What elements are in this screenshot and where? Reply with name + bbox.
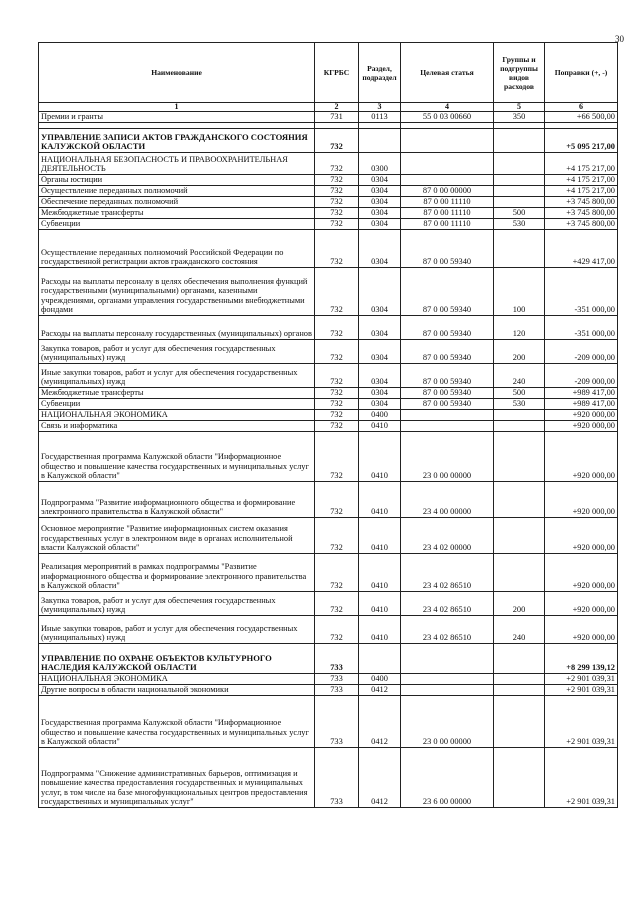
row-target — [401, 421, 494, 432]
row-section: 0400 — [359, 410, 401, 421]
row-section: 0304 — [359, 388, 401, 399]
row-target: 87 0 00 59340 — [401, 364, 494, 388]
row-group — [494, 674, 545, 685]
table-row — [39, 129, 618, 153]
row-section: 0304 — [359, 186, 401, 197]
header-kgrbs: КГРБС — [315, 43, 359, 103]
row-target: 87 0 00 59340 — [401, 316, 494, 340]
row-name: Другие вопросы в области национальной экономики — [39, 685, 315, 696]
row-amendment: +4 175 217,00 — [545, 153, 618, 175]
row-target: 23 6 00 00000 — [401, 748, 494, 808]
table-row — [39, 197, 618, 208]
row-target — [401, 644, 494, 674]
col-number: 4 — [401, 103, 494, 112]
row-amendment: +920 000,00 — [545, 410, 618, 421]
row-section: 0410 — [359, 592, 401, 616]
row-amendment: +3 745 800,00 — [545, 219, 618, 230]
table-row — [39, 340, 618, 364]
row-kgrbs: 732 — [315, 554, 359, 592]
row-kgrbs: 732 — [315, 421, 359, 432]
table-row — [39, 518, 618, 554]
row-kgrbs: 732 — [315, 482, 359, 518]
row-group: 350 — [494, 112, 545, 123]
row-name: Расходы на выплаты персоналу в целях обеспечения выполнения функций государственными (муниципальными) органами, казенными учреждениями, органами управления государственными внебюджетными фондами — [39, 268, 315, 316]
row-amendment: +66 500,00 — [545, 112, 618, 123]
row-amendment: -209 000,00 — [545, 340, 618, 364]
table-row — [39, 186, 618, 197]
row-section: 0304 — [359, 316, 401, 340]
table-row — [39, 153, 618, 175]
row-group: 100 — [494, 268, 545, 316]
row-group: 120 — [494, 316, 545, 340]
row-group — [494, 696, 545, 748]
budget-amendments-table — [38, 42, 618, 808]
row-amendment: +920 000,00 — [545, 592, 618, 616]
row-target — [401, 410, 494, 421]
row-kgrbs: 732 — [315, 208, 359, 219]
row-name: УПРАВЛЕНИЕ ПО ОХРАНЕ ОБЪЕКТОВ КУЛЬТУРНОГО НАСЛЕДИЯ КАЛУЖСКОЙ ОБЛАСТИ — [39, 644, 315, 674]
row-section: 0300 — [359, 153, 401, 175]
row-section: 0410 — [359, 421, 401, 432]
row-name: Осуществление переданных полномочий — [39, 186, 315, 197]
row-name: НАЦИОНАЛЬНАЯ ЭКОНОМИКА — [39, 410, 315, 421]
row-section: 0304 — [359, 340, 401, 364]
row-target: 23 0 00 00000 — [401, 432, 494, 482]
row-name: Иные закупки товаров, работ и услуг для обеспечения государственных (муниципальных) нужд — [39, 364, 315, 388]
row-name: Межбюджетные трансферты — [39, 388, 315, 399]
table-row — [39, 219, 618, 230]
row-section: 0113 — [359, 112, 401, 123]
table-row — [39, 421, 618, 432]
row-kgrbs: 732 — [315, 616, 359, 644]
row-amendment: +2 901 039,31 — [545, 685, 618, 696]
row-target: 87 0 00 59340 — [401, 230, 494, 268]
header-section: Раздел, подраздел — [359, 43, 401, 103]
row-group: 500 — [494, 388, 545, 399]
row-group — [494, 129, 545, 153]
table-row — [39, 399, 618, 410]
table-row — [39, 696, 618, 748]
row-section: 0412 — [359, 685, 401, 696]
row-target: 87 0 00 59340 — [401, 340, 494, 364]
row-group — [494, 748, 545, 808]
row-group — [494, 186, 545, 197]
row-kgrbs: 732 — [315, 129, 359, 153]
row-group — [494, 644, 545, 674]
row-name: Закупка товаров, работ и услуг для обеспечения государственных (муниципальных) нужд — [39, 340, 315, 364]
row-section — [359, 129, 401, 153]
row-group — [494, 554, 545, 592]
row-group — [494, 230, 545, 268]
row-kgrbs: 732 — [315, 432, 359, 482]
table-row — [39, 432, 618, 482]
table-body — [39, 112, 618, 808]
row-amendment: -209 000,00 — [545, 364, 618, 388]
table-row — [39, 685, 618, 696]
row-name: Премии и гранты — [39, 112, 315, 123]
row-kgrbs: 732 — [315, 592, 359, 616]
row-name: Подпрограмма "Развитие информационного общества и формирование электронного правительства в Калужской области" — [39, 482, 315, 518]
row-group: 530 — [494, 399, 545, 410]
row-group — [494, 153, 545, 175]
table-row — [39, 175, 618, 186]
row-amendment: +4 175 217,00 — [545, 186, 618, 197]
row-group — [494, 518, 545, 554]
table-row — [39, 316, 618, 340]
row-target: 23 4 00 00000 — [401, 482, 494, 518]
col-number: 3 — [359, 103, 401, 112]
row-section: 0304 — [359, 208, 401, 219]
row-section: 0412 — [359, 748, 401, 808]
row-group: 200 — [494, 592, 545, 616]
row-section: 0410 — [359, 554, 401, 592]
row-name: Государственная программа Калужской области "Информационное общество и повышение качества государственных и муниципальных услуг в Калужской области" — [39, 432, 315, 482]
row-amendment: +8 299 139,12 — [545, 644, 618, 674]
row-target — [401, 685, 494, 696]
row-target: 23 4 02 00000 — [401, 518, 494, 554]
row-section: 0410 — [359, 432, 401, 482]
row-group — [494, 432, 545, 482]
row-target: 87 0 00 59340 — [401, 268, 494, 316]
row-amendment: +989 417,00 — [545, 399, 618, 410]
table-row — [39, 482, 618, 518]
row-kgrbs: 732 — [315, 399, 359, 410]
row-name: Обеспечение переданных полномочий — [39, 197, 315, 208]
row-amendment: +920 000,00 — [545, 616, 618, 644]
row-group — [494, 685, 545, 696]
col-number: 1 — [39, 103, 315, 112]
table-row — [39, 644, 618, 674]
row-group — [494, 421, 545, 432]
row-amendment: +920 000,00 — [545, 482, 618, 518]
row-section: 0304 — [359, 197, 401, 208]
table-row — [39, 208, 618, 219]
row-group: 200 — [494, 340, 545, 364]
row-name: НАЦИОНАЛЬНАЯ ЭКОНОМИКА — [39, 674, 315, 685]
row-amendment: +3 745 800,00 — [545, 197, 618, 208]
col-number: 2 — [315, 103, 359, 112]
table-row — [39, 554, 618, 592]
row-amendment: +4 175 217,00 — [545, 175, 618, 186]
row-kgrbs: 732 — [315, 175, 359, 186]
row-kgrbs: 732 — [315, 410, 359, 421]
row-amendment: +5 095 217,00 — [545, 129, 618, 153]
row-amendment: +920 000,00 — [545, 518, 618, 554]
row-kgrbs: 732 — [315, 268, 359, 316]
row-target — [401, 175, 494, 186]
row-group — [494, 410, 545, 421]
row-amendment: +3 745 800,00 — [545, 208, 618, 219]
header-name: Наименование — [39, 43, 315, 103]
row-kgrbs: 732 — [315, 340, 359, 364]
header-amend: Поправки (+, -) — [545, 43, 618, 103]
row-group — [494, 197, 545, 208]
col-number: 6 — [545, 103, 618, 112]
table-row — [39, 410, 618, 421]
row-target — [401, 674, 494, 685]
table-row — [39, 592, 618, 616]
column-numbers-row — [39, 103, 618, 112]
row-name: Межбюджетные трансферты — [39, 208, 315, 219]
row-section: 0412 — [359, 696, 401, 748]
header-group: Группы и подгруппы видов расходов — [494, 43, 545, 103]
row-kgrbs: 732 — [315, 186, 359, 197]
row-amendment: +2 901 039,31 — [545, 748, 618, 808]
header-row — [39, 43, 618, 103]
row-kgrbs: 733 — [315, 748, 359, 808]
row-group: 240 — [494, 364, 545, 388]
row-name: НАЦИОНАЛЬНАЯ БЕЗОПАСНОСТЬ И ПРАВООХРАНИТЕЛЬНАЯ ДЕЯТЕЛЬНОСТЬ — [39, 153, 315, 175]
row-target: 23 0 00 00000 — [401, 696, 494, 748]
row-kgrbs: 732 — [315, 388, 359, 399]
row-amendment: +2 901 039,31 — [545, 674, 618, 685]
row-kgrbs: 732 — [315, 197, 359, 208]
row-amendment: +2 901 039,31 — [545, 696, 618, 748]
row-target: 23 4 02 86510 — [401, 616, 494, 644]
row-name: Основное мероприятие "Развитие информационных систем оказания государственных услуг в электронном виде в органах исполнительной власти Калужской области" — [39, 518, 315, 554]
row-target: 87 0 00 11110 — [401, 208, 494, 219]
row-amendment: -351 000,00 — [545, 268, 618, 316]
row-group — [494, 482, 545, 518]
row-amendment: -351 000,00 — [545, 316, 618, 340]
table-row — [39, 388, 618, 399]
row-target: 87 0 00 00000 — [401, 186, 494, 197]
col-number: 5 — [494, 103, 545, 112]
row-section: 0400 — [359, 674, 401, 685]
page-number: 30 — [615, 34, 624, 44]
row-target — [401, 153, 494, 175]
row-section: 0410 — [359, 616, 401, 644]
row-name: Связь и информатика — [39, 421, 315, 432]
row-section: 0304 — [359, 268, 401, 316]
row-name: Субвенции — [39, 219, 315, 230]
table-row — [39, 364, 618, 388]
row-name: Органы юстиции — [39, 175, 315, 186]
row-group: 500 — [494, 208, 545, 219]
row-kgrbs: 732 — [315, 153, 359, 175]
row-name: Расходы на выплаты персоналу государственных (муниципальных) органов — [39, 316, 315, 340]
row-target: 23 4 02 86510 — [401, 554, 494, 592]
row-section: 0304 — [359, 364, 401, 388]
row-kgrbs: 732 — [315, 230, 359, 268]
row-kgrbs: 733 — [315, 685, 359, 696]
table-row — [39, 748, 618, 808]
row-name: Государственная программа Калужской области "Информационное общество и повышение качества государственных и муниципальных услуг в Калужской области" — [39, 696, 315, 748]
row-section: 0410 — [359, 482, 401, 518]
table-row — [39, 230, 618, 268]
row-name: Осуществление переданных полномочий Российской Федерации по государственной регистрации актов гражданского состояния — [39, 230, 315, 268]
table-row — [39, 674, 618, 685]
row-name: Закупка товаров, работ и услуг для обеспечения государственных (муниципальных) нужд — [39, 592, 315, 616]
row-amendment: +989 417,00 — [545, 388, 618, 399]
row-kgrbs: 733 — [315, 674, 359, 685]
row-kgrbs: 732 — [315, 316, 359, 340]
row-name: Иные закупки товаров, работ и услуг для обеспечения государственных (муниципальных) нужд — [39, 616, 315, 644]
row-amendment: +920 000,00 — [545, 421, 618, 432]
row-group — [494, 175, 545, 186]
row-name: Субвенции — [39, 399, 315, 410]
row-target: 87 0 00 59340 — [401, 388, 494, 399]
row-kgrbs: 731 — [315, 112, 359, 123]
row-target: 87 0 00 11110 — [401, 197, 494, 208]
table-row — [39, 268, 618, 316]
row-target — [401, 129, 494, 153]
table-row — [39, 112, 618, 123]
row-amendment: +920 000,00 — [545, 432, 618, 482]
row-kgrbs: 732 — [315, 518, 359, 554]
row-section: 0304 — [359, 399, 401, 410]
row-section: 0410 — [359, 518, 401, 554]
row-name: Реализация мероприятий в рамках подпрограммы "Развитие информационного общества и формирование электронного правительства в Калужской области" — [39, 554, 315, 592]
row-amendment: +920 000,00 — [545, 554, 618, 592]
row-target: 87 0 00 59340 — [401, 399, 494, 410]
row-section: 0304 — [359, 175, 401, 186]
header-target: Целевая статья — [401, 43, 494, 103]
row-kgrbs: 733 — [315, 696, 359, 748]
row-group: 240 — [494, 616, 545, 644]
row-target: 87 0 00 11110 — [401, 219, 494, 230]
row-name: УПРАВЛЕНИЕ ЗАПИСИ АКТОВ ГРАЖДАНСКОГО СОСТОЯНИЯ КАЛУЖСКОЙ ОБЛАСТИ — [39, 129, 315, 153]
row-target: 23 4 02 86510 — [401, 592, 494, 616]
row-amendment: +429 417,00 — [545, 230, 618, 268]
row-name: Подпрограмма "Снижение административных барьеров, оптимизация и повышение качества предоставления государственных и муниципальных услуг, в том числе на базе многофункциональных центров предоставления государственных и муниципальных услуг" — [39, 748, 315, 808]
row-section: 0304 — [359, 219, 401, 230]
row-target: 55 0 03 00660 — [401, 112, 494, 123]
table-row — [39, 616, 618, 644]
row-section: 0304 — [359, 230, 401, 268]
row-kgrbs: 732 — [315, 364, 359, 388]
row-group: 530 — [494, 219, 545, 230]
row-kgrbs: 732 — [315, 219, 359, 230]
row-section — [359, 644, 401, 674]
row-kgrbs: 733 — [315, 644, 359, 674]
